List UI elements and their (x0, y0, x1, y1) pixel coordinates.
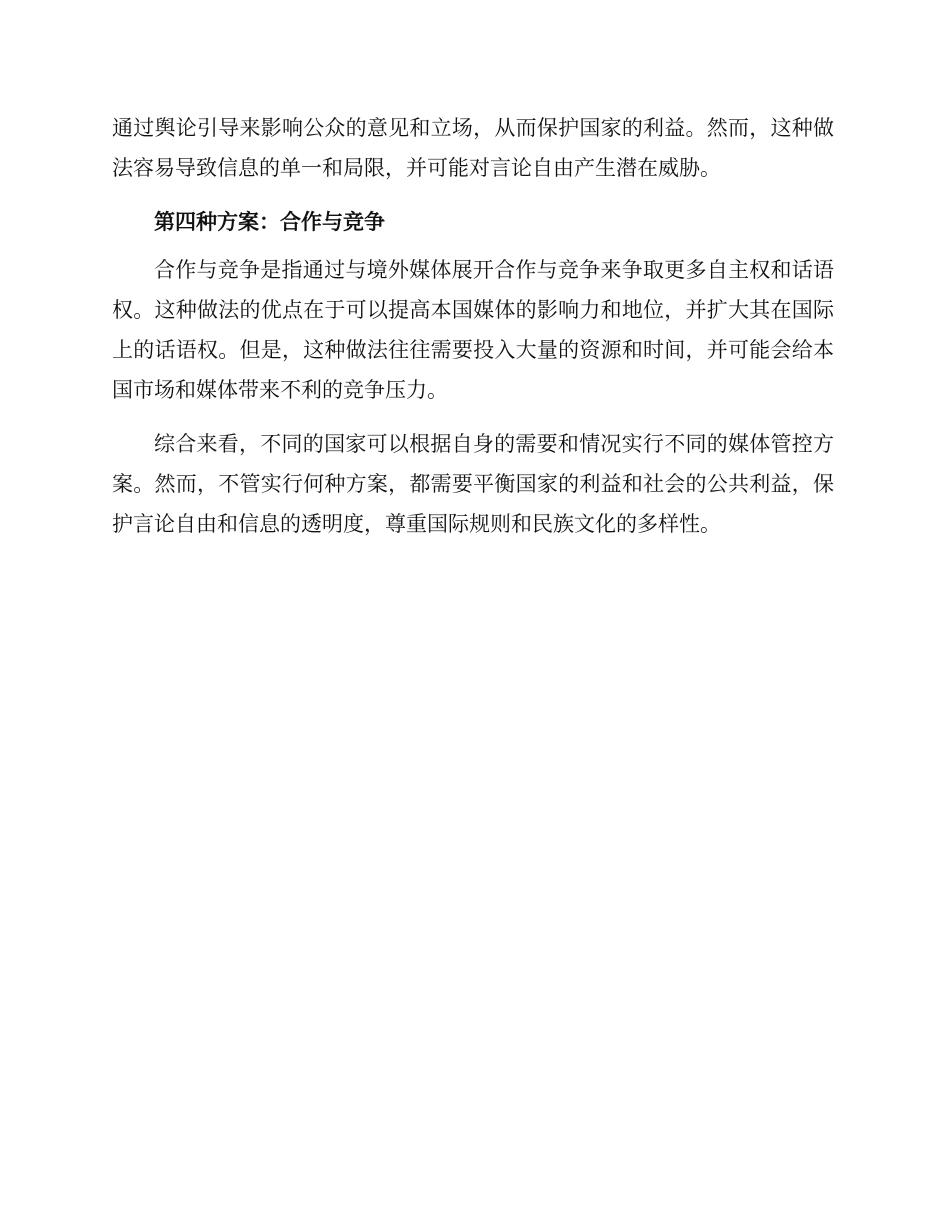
document-body (112, 108, 834, 544)
paragraph-summary: 综合来看，不同的国家可以根据自身的需要和情况实行不同的媒体管控方案。然而，不管实行何种方案，都需要平衡国家的利益和社会的公共利益，保护言论自由和信息的透明度，尊重国际规则和民族文化的多样性。 (112, 432, 834, 536)
section-heading-fourth-plan: 第四种方案：合作与竞争 (154, 210, 385, 234)
paragraph-cooperation-competition: 合作与竞争是指通过与境外媒体展开合作与竞争来争取更多自主权和话语权。这种做法的优点在于可以提高本国媒体的影响力和地位，并扩大其在国际上的话语权。但是，这种做法往往需要投入大量的资源和时间，并可能会给本国市场和媒体带来不利的竞争压力。 (112, 258, 834, 402)
paragraph-continued: 通过舆论引导来影响公众的意见和立场，从而保护国家的利益。然而，这种做法容易导致信息的单一和局限，并可能对言论自由产生潜在威胁。 (112, 116, 834, 180)
